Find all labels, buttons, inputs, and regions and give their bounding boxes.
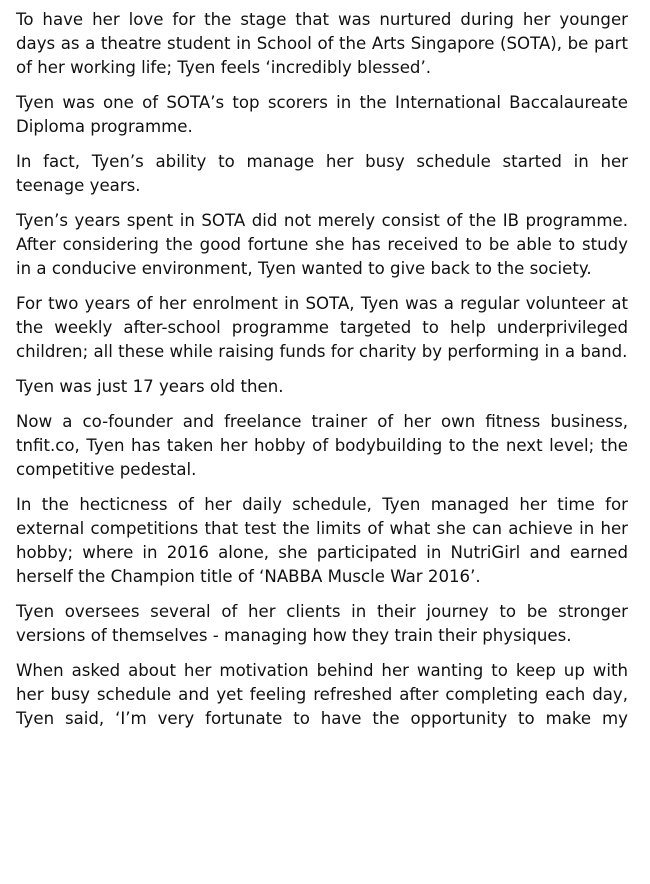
paragraph: Tyen oversees several of her clients in their journey to be stronger versions of themselves - managing how they train their physiques. [16, 602, 628, 645]
paragraph: In fact, Tyen’s ability to manage her busy schedule started in her teenage years. [16, 152, 628, 195]
paragraph: Tyen was one of SOTA’s top scorers in the International Baccalaureate Diploma programme. [16, 93, 628, 136]
paragraph: When asked about her motivation behind her wanting to keep up with her busy schedule and yet feeling refreshed after completing each day, Tyen said, ‘I’m very fortunate to have the opportunity to make my [16, 661, 628, 728]
paragraph: To have her love for the stage that was nurtured during her younger days as a theatre student in School of the Arts Singapore (SOTA), be part of her working life; Tyen feels ‘incredibly blessed’. [16, 10, 628, 77]
paragraph: Tyen’s years spent in SOTA did not merely consist of the IB programme. After considering the good fortune she has received to be able to study in a conducive environment, Tyen wanted to give back to the society. [16, 211, 628, 278]
article-body [16, 8, 628, 742]
paragraph: For two years of her enrolment in SOTA, Tyen was a regular volunteer at the weekly after-school programme targeted to help underprivileged children; all these while raising funds for charity by performing in a band. [16, 294, 628, 361]
paragraph: In the hecticness of her daily schedule, Tyen managed her time for external competitions that test the limits of what she can achieve in her hobby; where in 2016 alone, she participated in NutriGirl and earned herself the Champion title of ‘NABBA Muscle War 2016’. [16, 495, 628, 586]
paragraph: Tyen was just 17 years old then. [16, 377, 284, 396]
paragraph: Now a co-founder and freelance trainer of her own fitness business, tnfit.co, Tyen has taken her hobby of bodybuilding to the next level; the competitive pedestal. [16, 412, 628, 479]
